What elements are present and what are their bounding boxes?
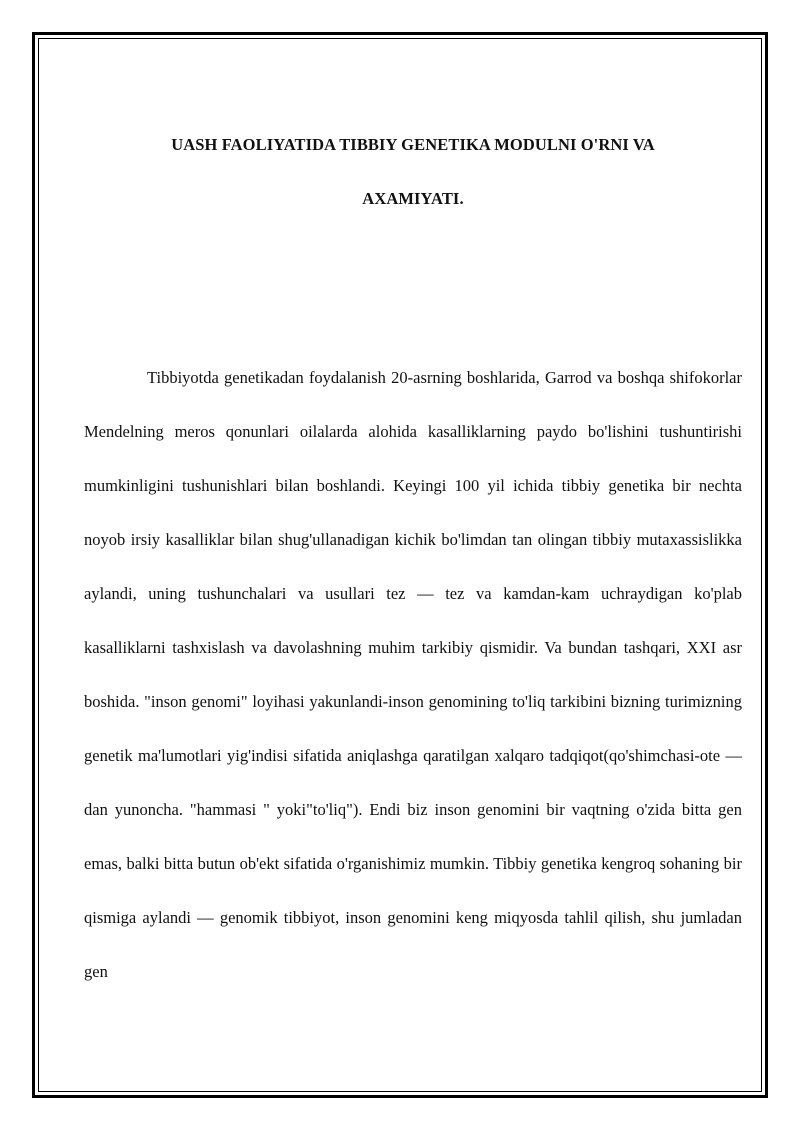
title-line-2: AXAMIYATI. — [362, 189, 464, 208]
body-paragraph: Tibbiyotda genetikadan foydalanish 20-asrning boshlarida, Garrod va boshqa shifokorlar Mendelning meros qonunlari oilalarda alohida kasalliklarning paydo bo'lishini tushuntirishi mumkinligini tushunishlari bilan boshlandi. Keyingi 100 yil ichida tibbiy genetika bir nechta noyob irsiy kasalliklar bilan shug'ullanadigan kichik bo'limdan tan olingan tibbiy mutaxassislikka aylandi, uning tushunchalari va usullari tez — tez va kamdan-kam uchraydigan ko'plab kasalliklarni tashxislash va davolashning muhim tarkibiy qismidir. Va bundan tashqari, XXI asr boshida. "inson genomi" loyihasi yakunlandi-inson genomining to'liq tarkibini bizning turimizning genetik ma'lumotlari yig'indisi sifatida aniqlashga qaratilgan xalqaro tadqiqot(qo'shimchasi-ote — dan yunoncha. "hammasi " yoki"to'liq"). Endi biz inson genomini bir vaqtning o'zida bitta gen emas, balki bitta butun ob'ekt sifatida o'rganishimiz mumkin. Tibbiy genetika kengroq sohaning bir qismiga aylandi — genomik tibbiyot, inson genomini keng miqyosda tahlil qilish, shu jumladan gen — [84, 368, 742, 981]
document-body — [84, 118, 742, 999]
title-line-1: UASH FAOLIYATIDA TIBBIY GENETIKA MODULNI O'RNI VA — [171, 135, 655, 154]
document-title — [84, 118, 742, 226]
